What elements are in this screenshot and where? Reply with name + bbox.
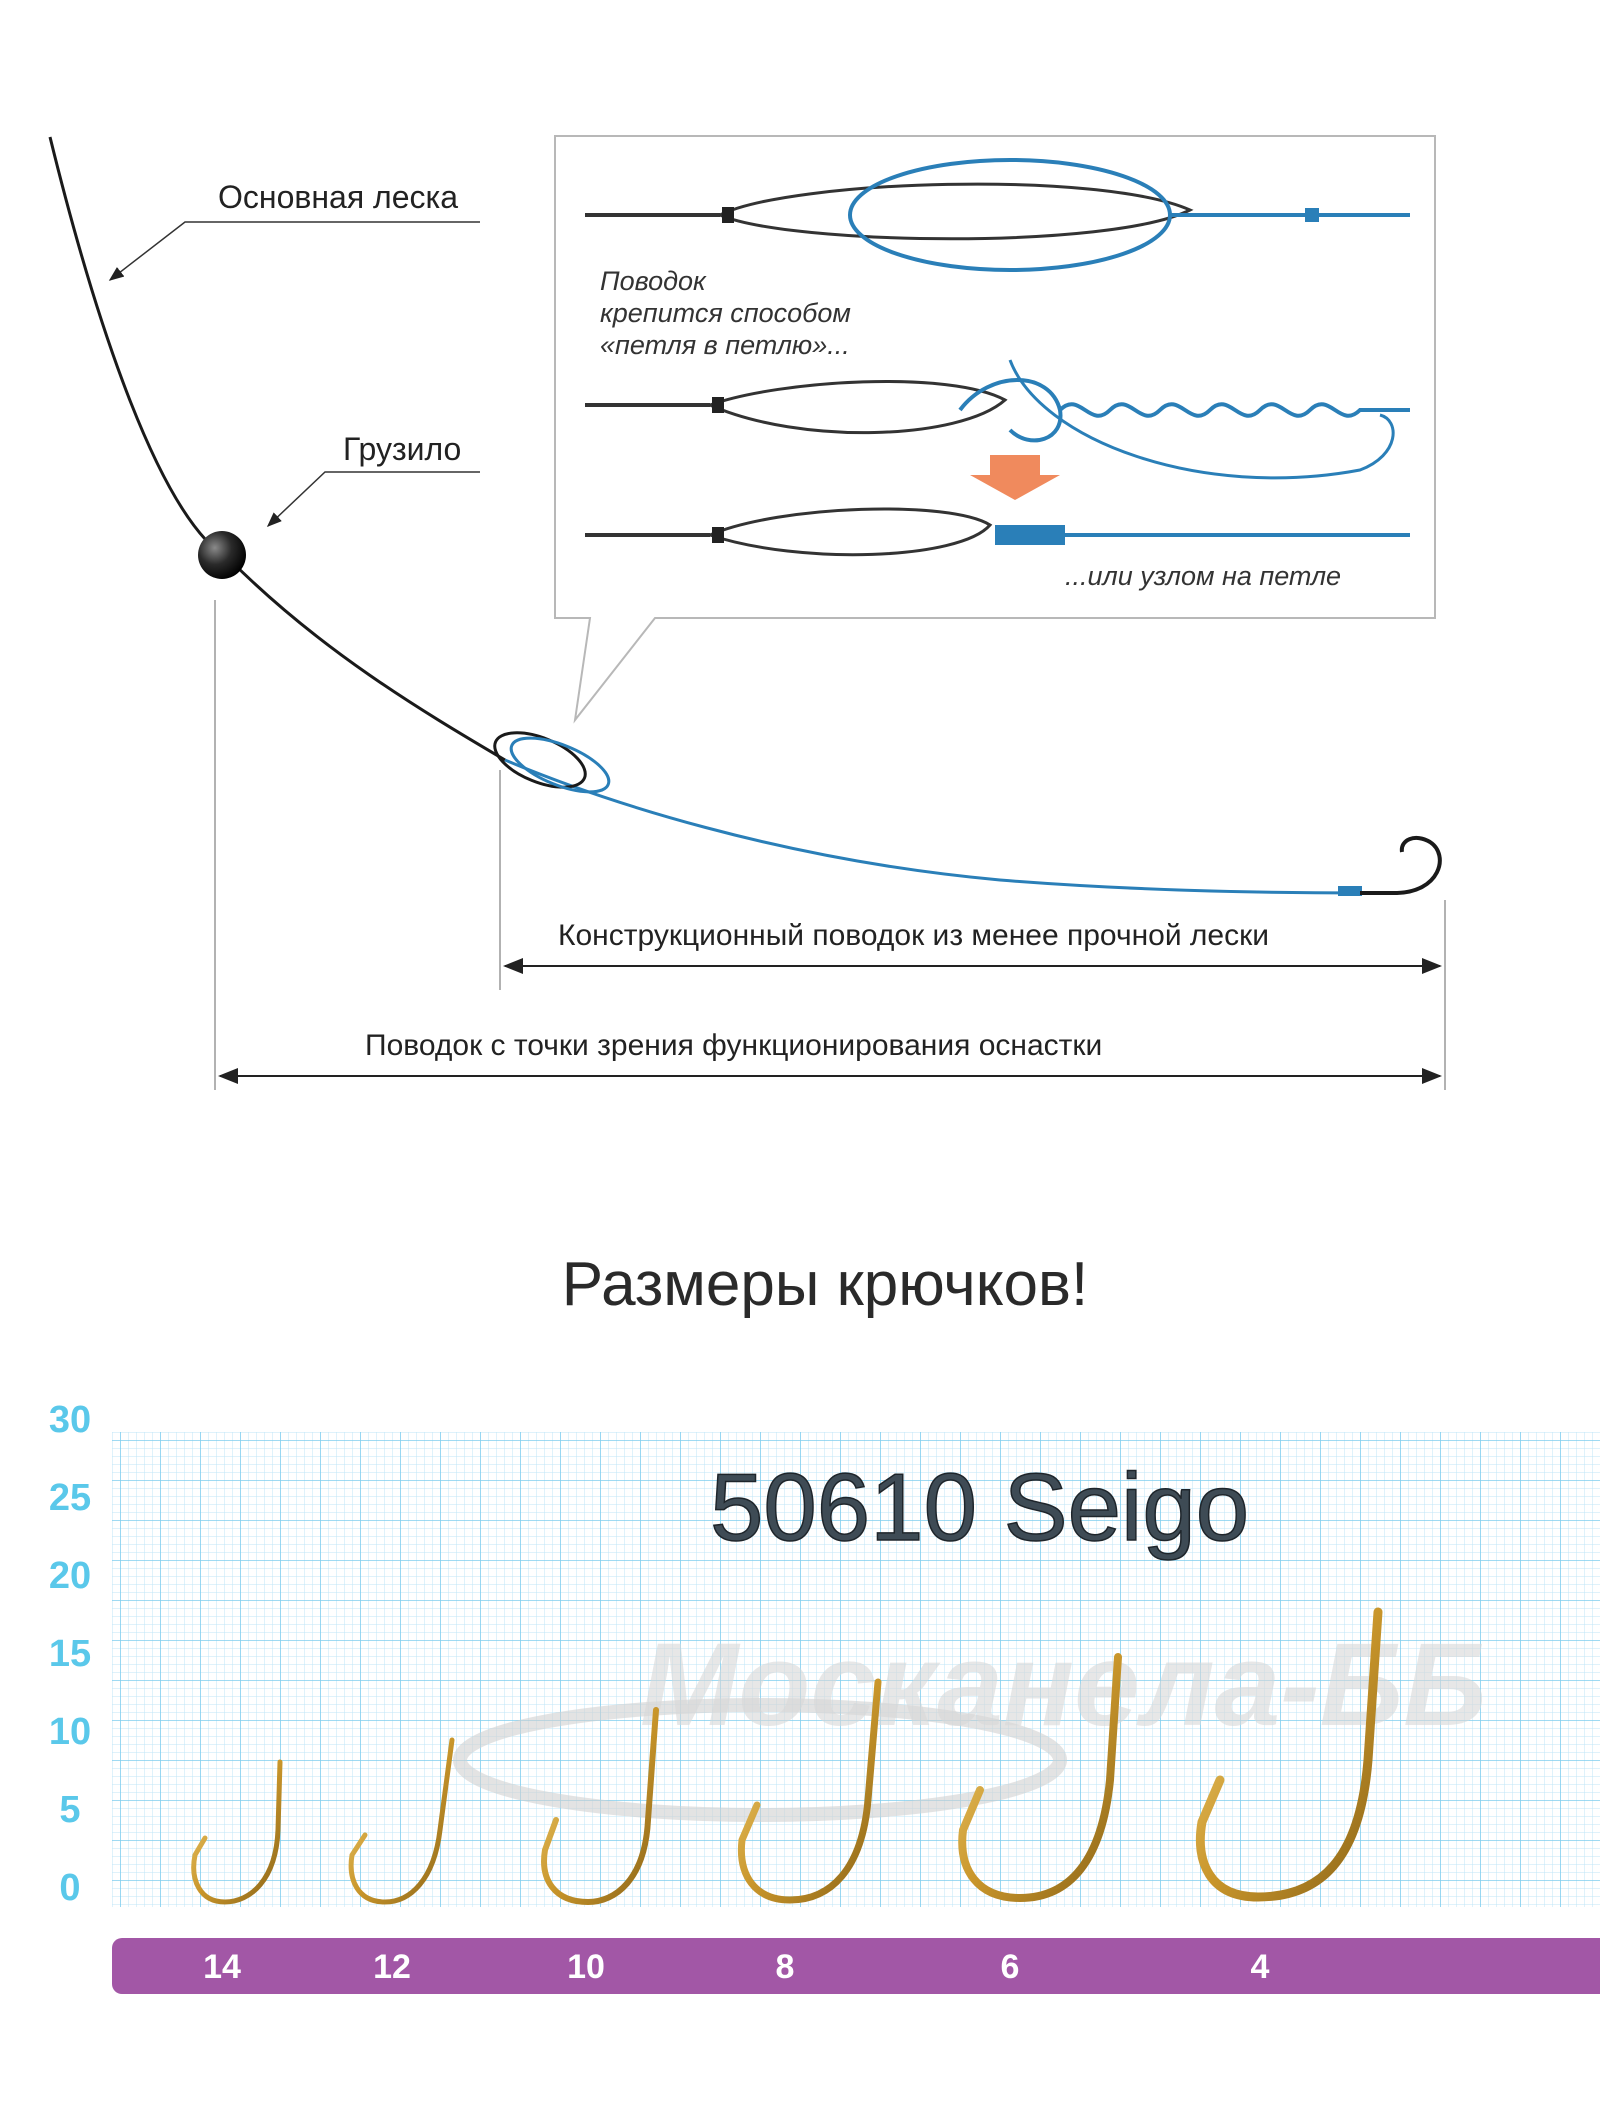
ruler-tick-25: 25	[48, 1477, 92, 1519]
size-label-6: 6	[1000, 1948, 1020, 1986]
ruler	[49, 1399, 91, 1909]
inset-panel	[555, 136, 1435, 720]
ruler-tick-20: 20	[48, 1555, 92, 1597]
callout-sinker	[268, 431, 480, 526]
callout-main-line	[110, 179, 480, 280]
size-label-14: 14	[203, 1948, 241, 1986]
inset-note-line-3: «петля в петлю»...	[600, 330, 850, 360]
rig-diagram	[50, 136, 1445, 1090]
size-label-12: 12	[373, 1948, 411, 1986]
ruler-tick-15: 15	[48, 1633, 92, 1675]
ruler-tick-0: 0	[59, 1867, 81, 1909]
hooks-heading: Размеры крючков!	[561, 1250, 1089, 1319]
ruler-tick-5: 5	[59, 1789, 81, 1831]
size-bar	[112, 1938, 1600, 1994]
inset-note-line-2: крепится способом	[600, 298, 851, 328]
leader-functional-label: Поводок с точки зрения функционирования оснастки	[365, 1029, 1103, 1062]
ruler-tick-30: 30	[48, 1399, 92, 1441]
hook-size-chart	[49, 1399, 1600, 1994]
inset-note-line-4: ...или узлом на петле	[1065, 561, 1342, 591]
main-line-label: Основная леска	[218, 179, 459, 215]
sinker-label: Грузило	[343, 431, 462, 467]
model-title: 50610 Seigo	[710, 1454, 1250, 1561]
sinker-ball	[198, 531, 246, 579]
leader-line	[505, 760, 1360, 893]
loop-connection	[487, 722, 615, 803]
size-label-4: 4	[1250, 1948, 1270, 1986]
size-label-8: 8	[775, 1948, 795, 1986]
size-label-10: 10	[567, 1948, 605, 1986]
rig-hook	[1338, 838, 1440, 896]
leader-structural-label: Конструкционный поводок из менее прочной лески	[558, 919, 1269, 952]
inset-note-line-1: Поводок	[600, 266, 706, 296]
ruler-tick-10: 10	[48, 1711, 92, 1753]
dimension-lines	[215, 600, 1445, 1090]
watermark-text: Москанела-ББ	[640, 1619, 1487, 1751]
